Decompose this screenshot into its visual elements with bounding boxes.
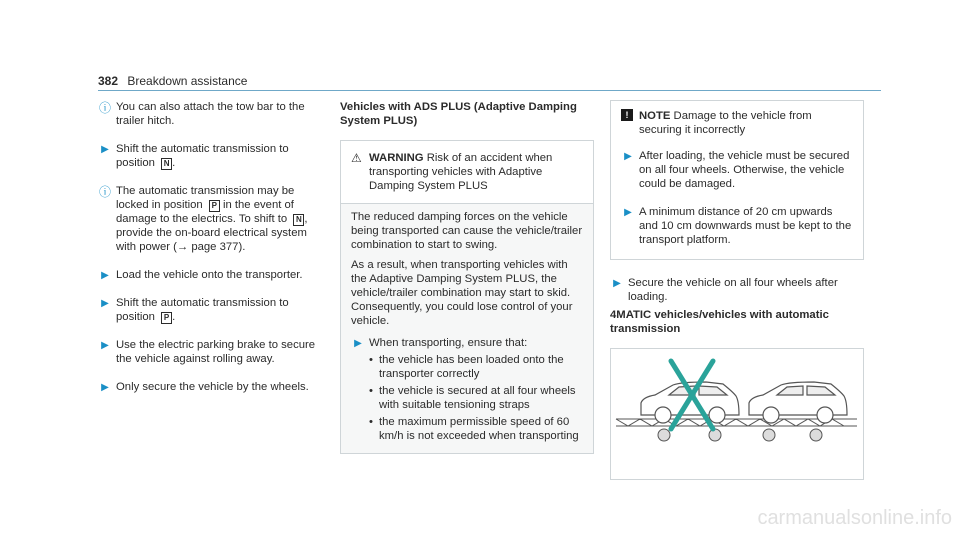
step-arrow-icon: ▶ [101, 270, 109, 281]
warning-triangle-icon: ⚠ [351, 151, 362, 165]
bullet-item [369, 384, 583, 412]
step-arrow-icon: ▶ [101, 340, 109, 351]
note-step-1 [621, 149, 853, 191]
note-box [610, 100, 864, 260]
column-middle [340, 100, 594, 454]
section-heading-4matic: 4MATIC vehicles/vehicles with automatic transmission [610, 309, 829, 335]
step-text: Secure the vehicle on all four wheels after loading. [628, 277, 838, 303]
note-step-2 [621, 205, 853, 247]
exclamation-icon: ! [621, 109, 633, 121]
step-arrow-icon: ▶ [613, 278, 621, 289]
page-header [98, 74, 247, 88]
step-text: Load the vehicle onto the transporter. [116, 269, 303, 281]
watermark: carmanualsonline.info [757, 507, 952, 529]
warning-paragraph-2: As a result, when transporting vehicles with the Adaptive Damping System PLUS, the vehicle/trailer combination may start to skid. Consequently, you could lose control of your vehicle. [351, 259, 573, 327]
step-arrow-icon: ▶ [624, 207, 632, 218]
info-icon: ⓘ [98, 101, 111, 115]
step-text: Shift the automatic transmission to position [116, 143, 289, 169]
transport-diagram [611, 349, 864, 479]
gear-p-icon: P [209, 200, 220, 212]
info-tow-bar [98, 100, 330, 128]
bullet-text: the vehicle is secured at all four wheels with suitable tensioning straps [379, 385, 576, 411]
step-text: When transporting, ensure that: [369, 337, 528, 349]
info-icon: ⓘ [98, 185, 111, 199]
step-arrow-icon: ▶ [101, 298, 109, 309]
step-arrow-icon: ▶ [101, 144, 109, 155]
column-left [98, 100, 330, 408]
transporter-wheels [658, 429, 822, 441]
step-load-vehicle [98, 268, 330, 282]
bullet-text: the vehicle has been loaded onto the transporter correctly [379, 354, 564, 380]
section-title: Breakdown assistance [127, 74, 248, 88]
step-parking-brake [98, 338, 330, 366]
header-rule [98, 90, 881, 91]
step-arrow-icon: ▶ [101, 382, 109, 393]
bullet-item [369, 353, 583, 381]
gear-n-icon: N [161, 158, 172, 170]
step-secure-wheels [98, 380, 330, 394]
page-number: 382 [98, 74, 119, 88]
note-title-text: Damage to the vehicle from securing it incorrectly [639, 110, 812, 136]
gear-n-icon: N [293, 214, 304, 226]
step-text-end: . [172, 311, 176, 323]
step-arrow-icon: ▶ [624, 151, 632, 162]
warning-label: WARNING [369, 152, 424, 164]
step-shift-neutral [98, 142, 330, 170]
gear-p-icon: P [161, 312, 172, 324]
step-text: Only secure the vehicle by the wheels. [116, 381, 309, 393]
info-text-c[interactable]: , provide the on-board electrical system with power (→ page 377). [116, 213, 308, 253]
bullet-item [369, 415, 583, 443]
warning-step [351, 336, 583, 443]
bullet-text: the maximum permissible speed of 60 km/h is not exceeded when transporting [379, 416, 579, 442]
step-text-end: . [172, 157, 176, 169]
info-text-a: The automatic transmission may be locked in position [116, 185, 295, 211]
step-text: A minimum distance of 20 cm upwards and 10 cm downwards must be kept to the transport platform. [639, 206, 852, 246]
step-arrow-icon: ▶ [354, 338, 362, 349]
note-title [621, 109, 853, 137]
step-secure-after-loading [610, 276, 864, 304]
warning-title [351, 151, 583, 193]
step-text: Use the electric parking brake to secure the vehicle against rolling away. [116, 339, 316, 365]
column-right [610, 100, 864, 480]
warning-paragraph-1: The reduced damping forces on the vehicle being transported can cause the vehicle/trailer combination to start to swing. [351, 211, 583, 251]
note-label: NOTE [639, 110, 671, 122]
bullet-dot-icon: • [369, 385, 373, 397]
step-text: Shift the automatic transmission to position [116, 297, 289, 323]
section-heading-ads-plus: Vehicles with ADS PLUS (Adaptive Damping System PLUS) [340, 101, 577, 127]
warning-box [340, 140, 594, 454]
warning-body [341, 204, 593, 453]
transport-illustration [610, 348, 864, 480]
step-shift-park [98, 296, 330, 324]
info-text-b: in the event of damage to the electrics. To shift to [116, 199, 294, 225]
car-correct [749, 382, 847, 423]
info-transmission-locked [98, 184, 330, 254]
bullet-dot-icon: • [369, 416, 373, 428]
info-text: You can also attach the tow bar to the trailer hitch. [116, 101, 305, 127]
warning-title-text: Risk of an accident when transporting vehicles with Adaptive Damping System PLUS [369, 152, 553, 192]
step-text: After loading, the vehicle must be secured on all four wheels. Otherwise, the vehicle could be damaged. [639, 150, 850, 190]
bullet-dot-icon: • [369, 354, 373, 366]
